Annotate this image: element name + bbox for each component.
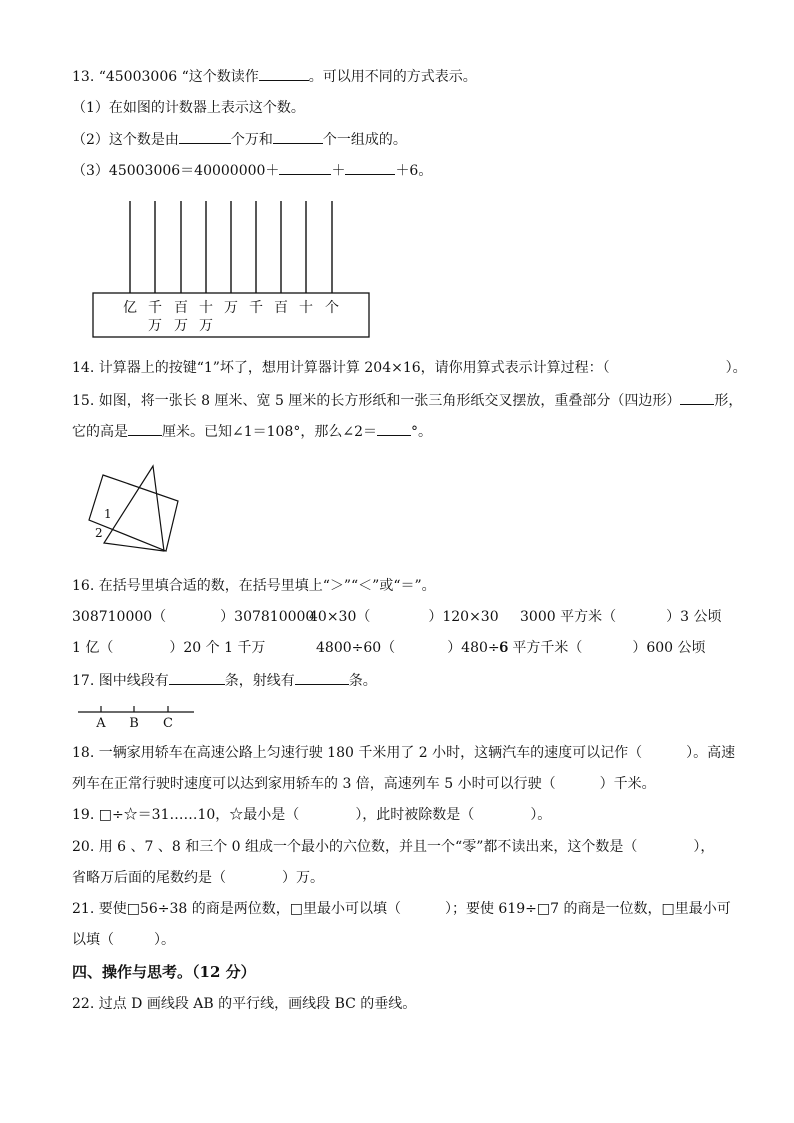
answer-blank[interactable] — [345, 160, 395, 175]
answer-blank[interactable] — [169, 670, 225, 685]
angle-2-label: 2 — [95, 526, 103, 540]
place-label: 万 — [199, 318, 213, 334]
answer-blank[interactable] — [128, 421, 162, 436]
place-label: 千 — [148, 300, 162, 316]
q13-sub1: （1）在如图的计数器上表示这个数。 — [72, 100, 305, 116]
place-label: 百 — [174, 300, 188, 316]
q20-line1: 20. 用 6 、7 、8 和三个 0 组成一个最小的六位数，并且一个“零”都不读出来，这个数是（ ）， — [72, 839, 715, 855]
q18-line1: 18. 一辆家用轿车在高速公路上匀速行驶 180 千米用了 2 小时，这辆汽车的速度可以记作（ ）。高速 — [72, 745, 736, 761]
point-label-b: B — [129, 716, 139, 731]
place-label: 千 — [249, 300, 263, 316]
point-label-c: C — [163, 716, 173, 731]
place-label: 万 — [148, 318, 162, 334]
q15-line1: 15. 如图，将一张长 8 厘米、宽 5 厘米的长方形纸和一张三角形纸交叉摆放，重叠部分（四边形） 形， — [72, 390, 742, 411]
answer-blank[interactable] — [377, 421, 411, 436]
q21-line1: 21. 要使□56÷38 的商是两位数，□里最小可以填（ ）；要使 619÷□7 的商是一位数，□里最小可 — [72, 901, 731, 917]
q18-line2: 列车在正常行驶时速度可以达到家用轿车的 3 倍，高速列车 5 小时可以行驶（ ）千米。 — [72, 776, 656, 792]
abacus-counter — [88, 195, 378, 345]
line-points-figure — [74, 700, 204, 732]
compare-item: 4800÷60（ ）480÷6 — [316, 640, 509, 656]
place-label: 个 — [325, 300, 339, 316]
q13-sub2: （2）这个数是由 个万和 个一组成的。 — [72, 129, 407, 150]
compare-item: 3000 平方米（ ）3 公顷 — [520, 609, 722, 625]
answer-blank[interactable] — [273, 129, 323, 144]
q20-line2: 省略万后面的尾数约是（ ）万。 — [72, 870, 324, 886]
q19: 19. □÷☆＝31……10，☆最小是（ ），此时被除数是（ ）。 — [72, 807, 552, 823]
place-label: 百 — [274, 300, 288, 316]
q21-line2: 以填（ ）。 — [72, 932, 175, 948]
place-label: 十 — [299, 300, 313, 316]
compare-item: 308710000（ ）307810000 — [72, 609, 315, 625]
angle-1-label: 1 — [104, 507, 112, 521]
section-heading: 四、操作与思考。（12 分） — [72, 963, 256, 981]
point-label-a: A — [96, 716, 106, 731]
compare-item: 40×30（ ）120×30 — [309, 609, 499, 625]
answer-blank[interactable] — [279, 160, 331, 175]
compare-item: 1 亿（ ）20 个 1 千万 — [72, 640, 266, 656]
place-label: 十 — [199, 300, 213, 316]
rectangle-triangle-figure — [80, 460, 190, 560]
answer-blank[interactable] — [680, 390, 714, 405]
q22: 22. 过点 D 画线段 AB 的平行线，画线段 BC 的垂线。 — [72, 996, 417, 1012]
q16-intro: 16. 在括号里填合适的数，在括号里填上“＞”“＜”或“＝”。 — [72, 578, 436, 594]
q17: 17. 图中线段有 条，射线有 条。 — [72, 670, 377, 691]
q13-line1: 13. “45003006 “这个数读作 。可以用不同的方式表示。 — [72, 66, 477, 87]
q13-sub3: （3）45003006＝40000000＋ ＋ ＋6。 — [72, 160, 432, 181]
compare-item: 6 平方千米（ ）600 公顷 — [499, 640, 706, 656]
place-label: 万 — [174, 318, 188, 334]
place-label: 亿 — [123, 300, 137, 316]
q14: 14. 计算器上的按键“1”坏了，想用计算器计算 204×16，请你用算式表示计算过程：（ ）。 — [72, 360, 747, 376]
answer-blank[interactable] — [259, 66, 309, 81]
answer-blank[interactable] — [295, 670, 349, 685]
q15-line2: 它的高是 厘米。已知∠1＝108°，那么∠2＝ °。 — [72, 421, 432, 442]
answer-blank[interactable] — [179, 129, 231, 144]
place-label: 万 — [224, 300, 238, 316]
